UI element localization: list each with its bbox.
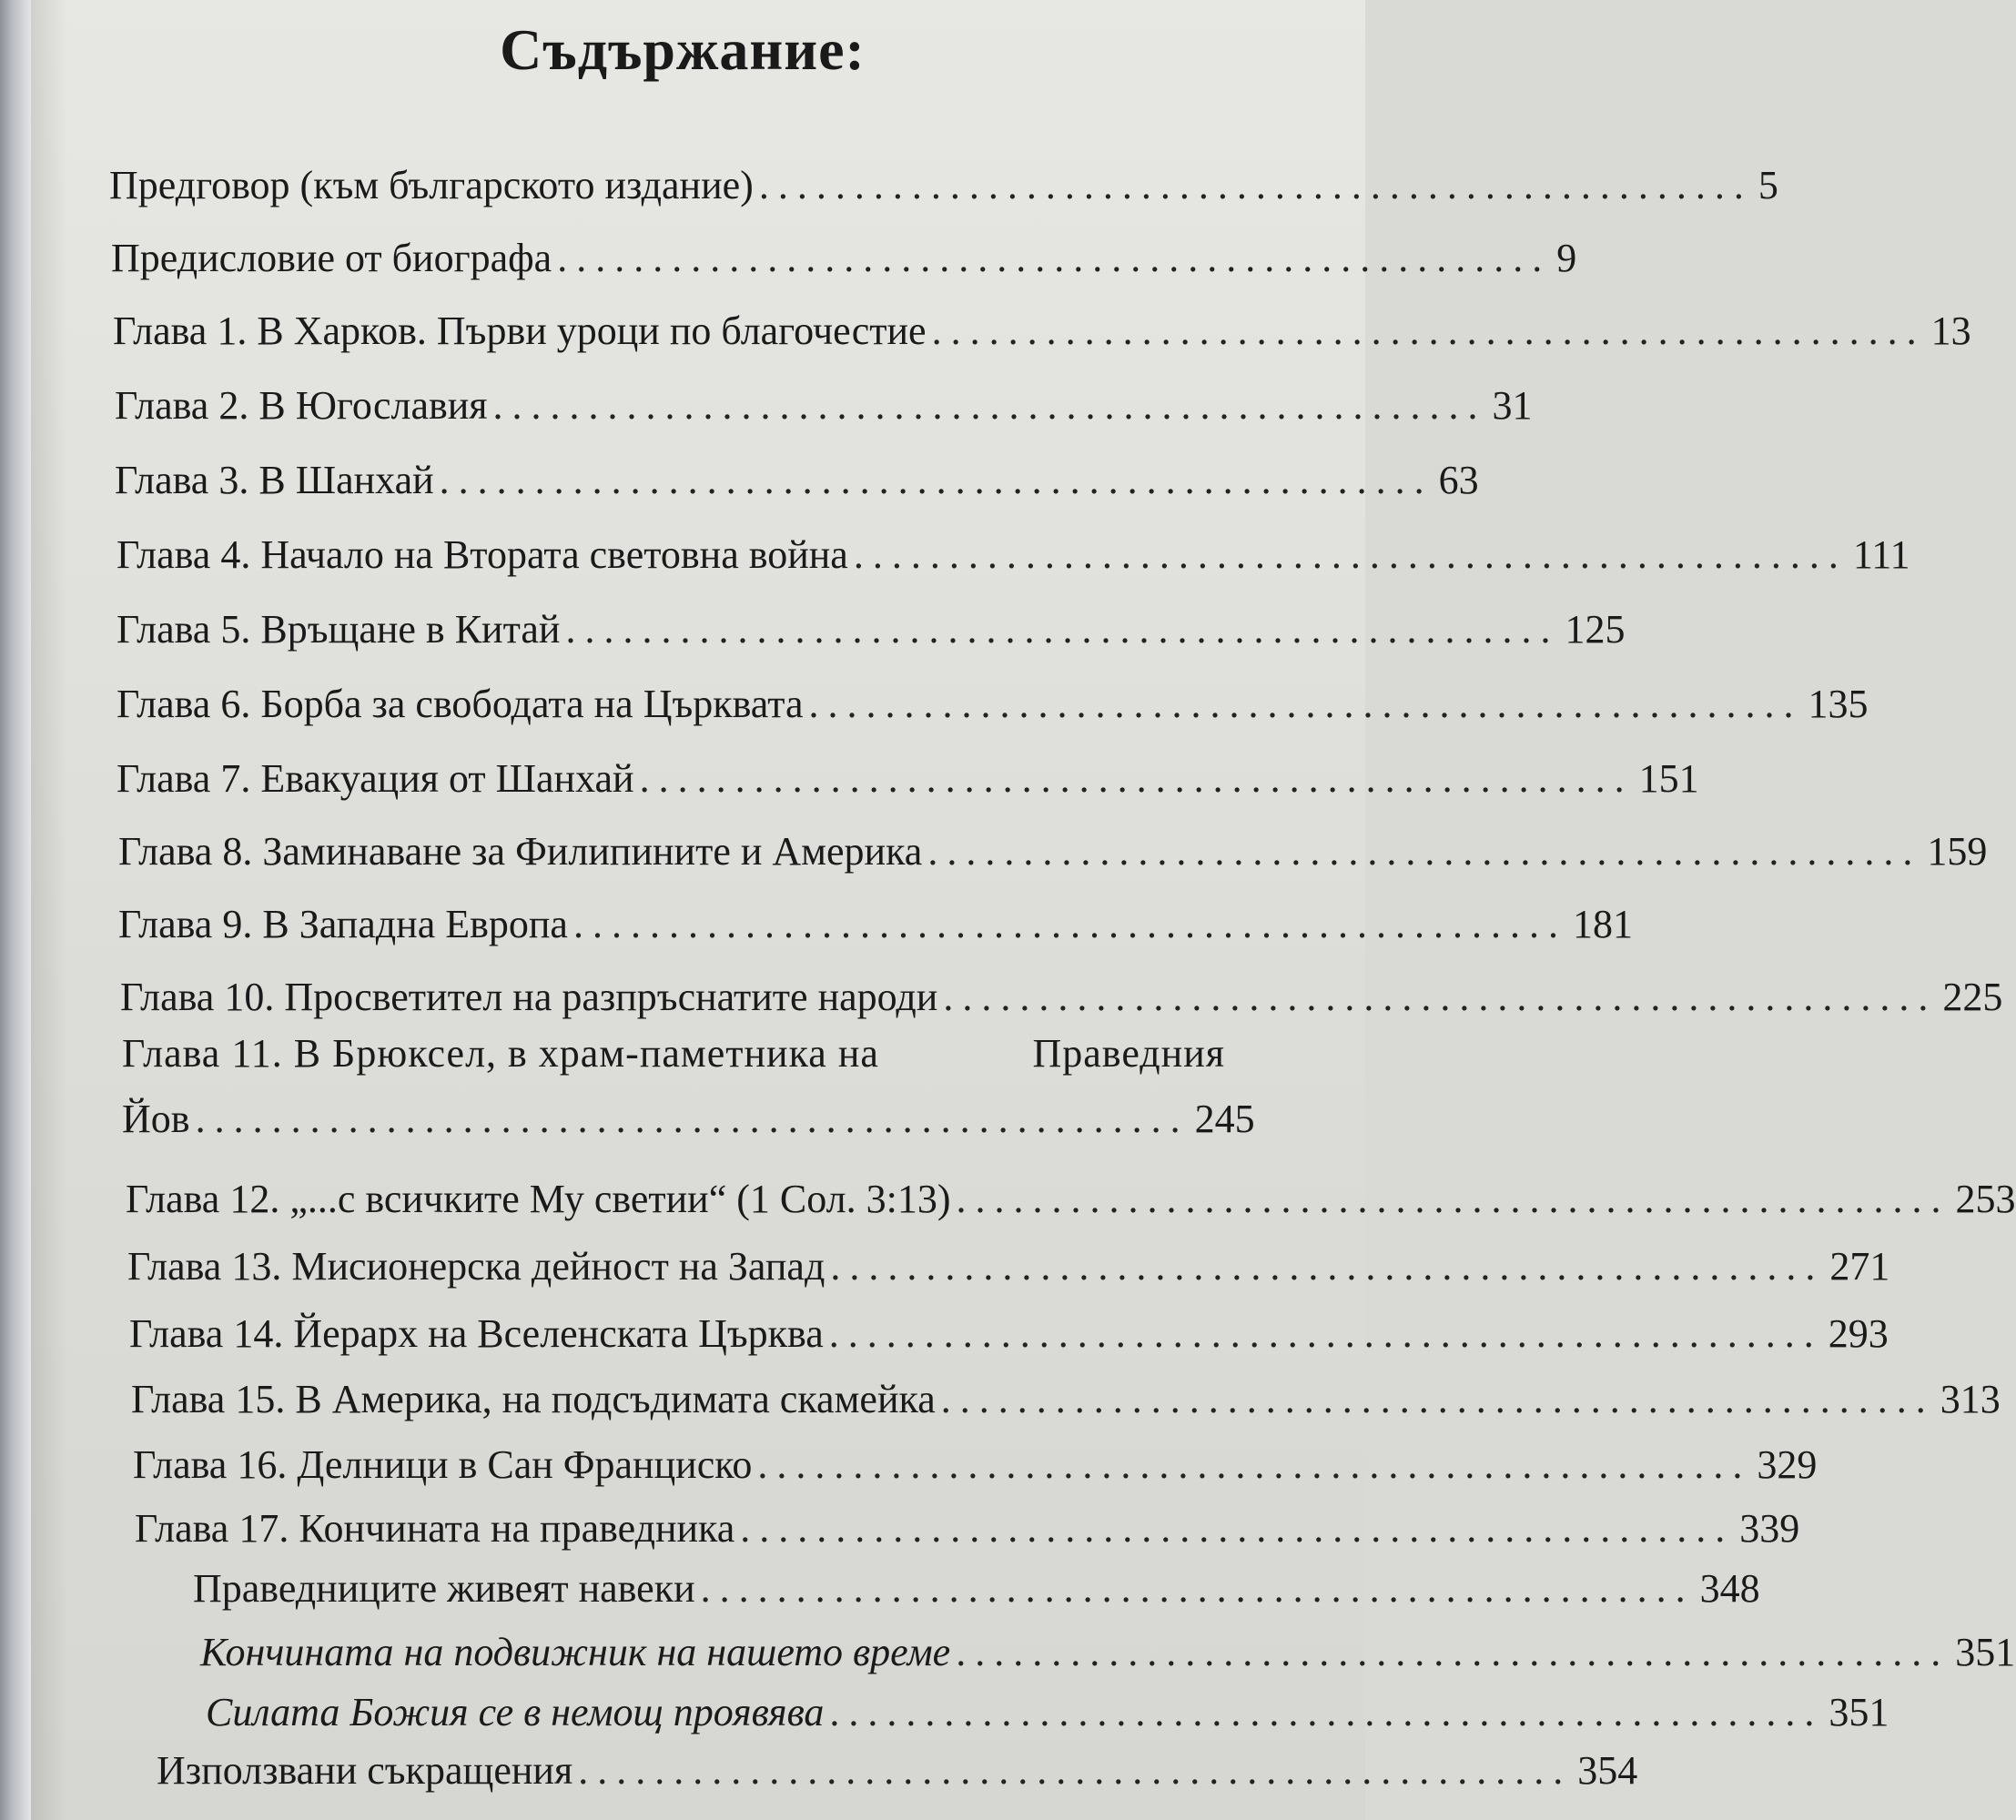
toc-entry (118, 828, 1988, 883)
toc-entry (117, 606, 1626, 661)
toc-entry-page: 253 (1955, 1177, 2016, 1221)
toc-entry-page: 159 (1927, 829, 1988, 874)
toc-entry (109, 162, 1778, 217)
toc-entry-page: 293 (1828, 1311, 1889, 1356)
leader-dots: .................................................... (578, 1748, 1573, 1793)
leader-dots: .................................................... (853, 532, 1848, 577)
toc-entry-label: Глава 3. В Шанхай (115, 458, 434, 502)
toc-entry-page: 13 (1930, 308, 1971, 353)
leader-dots: .................................................... (565, 607, 1560, 652)
leader-dots: .................................................... (439, 458, 1433, 502)
toc-entry-label: Глава 12. „...с всичките Му светии“ (1 Сол. 3:13) (126, 1177, 951, 1221)
toc-entry-page: 351 (1829, 1690, 1889, 1734)
toc-entry-label: Йов (122, 1097, 190, 1141)
toc-entry-label: Глава 5. Връщане в Китай (117, 607, 561, 652)
leader-dots: .................................................... (956, 1630, 1950, 1674)
toc-entry (117, 531, 1910, 586)
toc-entry (127, 1243, 1890, 1298)
leader-dots: .................................................... (758, 163, 1753, 207)
toc-entry-page: 225 (1942, 975, 2003, 1019)
toc-entry (131, 1376, 2001, 1431)
toc-entry-label: Глава 8. Заминаване за Филипините и Америка (118, 829, 923, 874)
leader-dots: .................................................... (195, 1097, 1190, 1141)
toc-entry-label: Предговор (към българското издание) (109, 163, 754, 207)
leader-dots: .................................................... (943, 975, 1938, 1019)
toc-entry-label: Глава 1. В Харков. Първи уроци по благочестие (113, 308, 927, 353)
toc-entry-page: 313 (1940, 1377, 2001, 1421)
toc-entry-label: Глава 15. В Америка, на подсъдимата скамейка (131, 1377, 936, 1421)
toc-entry-second-line (122, 1096, 1255, 1150)
toc-entry-page: 181 (1572, 902, 1633, 946)
toc-entry-page: 354 (1577, 1748, 1638, 1793)
toc-entry (117, 681, 1869, 735)
leader-dots: .................................................... (557, 236, 1552, 280)
toc-subentry (200, 1629, 2016, 1684)
leader-dots: .................................................... (808, 682, 1803, 726)
toc-entry-page: 63 (1438, 458, 1479, 502)
page-title: Съдържание: (500, 17, 866, 82)
leader-dots: .................................................... (940, 1377, 1935, 1421)
toc-entry (126, 1176, 2016, 1230)
toc-entry-page: 5 (1758, 163, 1778, 207)
toc-entry-label: Праведниците живеят навеки (193, 1566, 695, 1611)
toc-entry-page: 351 (1955, 1630, 2016, 1674)
toc-entry-page: 348 (1699, 1566, 1760, 1611)
toc-entry-label: Глава 4. Начало на Втората световна война (117, 532, 848, 577)
leader-dots: .................................................... (700, 1566, 1695, 1611)
toc-entry-page: 125 (1565, 607, 1626, 652)
toc-entry-label: Глава 7. Евакуация от Шанхай (117, 756, 634, 801)
toc-entry-label: Предисловие от биографа (111, 236, 552, 280)
leader-dots: .................................................... (830, 1244, 1825, 1289)
toc-entry-label: Кончината на подвижник на нашето време (200, 1630, 951, 1674)
toc-entry (117, 755, 1699, 810)
leader-dots: .................................................... (740, 1506, 1735, 1551)
toc-entry-page: 9 (1556, 236, 1577, 280)
toc-entry (135, 1505, 1800, 1560)
toc-entry (157, 1747, 1638, 1802)
toc-entry (115, 457, 1479, 511)
toc-entry-page: 151 (1638, 756, 1699, 801)
book-spine-edge (0, 0, 31, 1820)
toc-entry-label: Глава 14. Йерарх на Вселенската Църква (129, 1311, 824, 1356)
toc-entry-page: 271 (1829, 1244, 1890, 1289)
toc-entry-label: Глава 2. В Югославия (115, 383, 488, 428)
leader-dots: .................................................... (639, 756, 1634, 801)
leader-dots: .................................................... (931, 308, 1926, 353)
toc-entry-page: 329 (1757, 1442, 1818, 1487)
toc-entry (113, 308, 1971, 362)
toc-entry-label: Глава 10. Просветител на разпръснатите народи (120, 975, 938, 1019)
leader-dots: .................................................... (572, 902, 1567, 946)
toc-entry-first-line (122, 1030, 1225, 1085)
toc-entry (122, 1030, 1255, 1150)
toc-entry (129, 1310, 1889, 1365)
toc-entry (115, 382, 1533, 437)
toc-entry (120, 974, 2003, 1028)
leader-dots: .................................................... (956, 1177, 1950, 1221)
toc-entry-label: Силата Божия се в немощ проявява (206, 1690, 825, 1734)
leader-dots: .................................................... (492, 383, 1487, 428)
toc-entry-page: 135 (1808, 682, 1869, 726)
toc-entry-label: Глава 9. В Западна Европа (118, 902, 568, 946)
toc-entry-label: Глава 16. Делници в Сан Франциско (133, 1442, 753, 1487)
leader-dots: .................................................... (829, 1690, 1824, 1734)
toc-entry-page: 111 (1852, 532, 1910, 577)
leader-dots: .................................................... (828, 1311, 1823, 1356)
toc-entry-label: Глава 6. Борба за свободата на Църквата (117, 682, 804, 726)
toc-entry-label: Използвани съкращения (157, 1748, 573, 1793)
toc-entry (133, 1441, 1818, 1496)
leader-dots: .................................................... (927, 829, 1922, 874)
toc-entry-page: 245 (1194, 1097, 1255, 1141)
toc-entry-label: Глава 11. В Брюксел, в храм-паметника на (122, 1031, 879, 1076)
leader-dots: .................................................... (757, 1442, 1752, 1487)
toc-subentry (193, 1565, 1760, 1620)
toc-entry-label: Глава 17. Кончината на праведника (135, 1506, 735, 1551)
toc-entry-label: Глава 13. Мисионерска дейност на Запад (127, 1244, 826, 1289)
toc-subentry (206, 1689, 1889, 1744)
toc-entry (118, 901, 1633, 956)
toc-entry-page: 31 (1492, 383, 1533, 428)
toc-entry (111, 235, 1577, 289)
toc-entry-page: 339 (1739, 1506, 1800, 1551)
page-gutter-shadow (31, 0, 67, 1820)
toc-entry-label-continued: Праведния (1032, 1031, 1225, 1076)
